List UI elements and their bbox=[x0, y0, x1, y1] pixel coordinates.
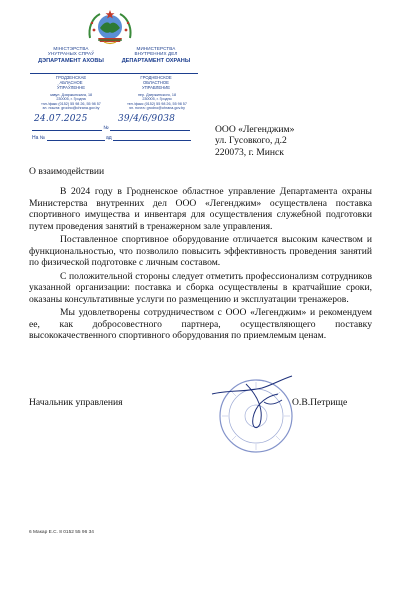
registration-date-line bbox=[32, 124, 190, 131]
address-line3-ru: тел./факс (0152) 55 98 26, 55 98 57 bbox=[127, 101, 187, 106]
registration-date: 24.07.2025 bbox=[34, 114, 88, 124]
letterhead-right bbox=[117, 47, 195, 64]
signatory-name: О.В.Петрище bbox=[292, 397, 348, 408]
regional-office-ru bbox=[117, 76, 195, 90]
address-line3-by: тэл./факс (0152) 55 98 26, 55 98 57 bbox=[41, 101, 101, 106]
address-line1-by: завул. Дзяржынскага, 18 bbox=[49, 93, 93, 97]
address-block-by bbox=[29, 93, 113, 111]
ministry-line2-by: УНУТРАНЫХ СПРАЎ bbox=[47, 50, 95, 56]
reference-label: На № bbox=[32, 135, 46, 141]
body-paragraph-1: В 2024 году в Гродненское областное управление Департамента охраны Министерства внутренних дел ООО «Легенджим» осуществлена поставка спортивного имущества и инвентаря для осуществления служебной подготовки путем проведения занятий в тренажерном зале управления. bbox=[29, 186, 372, 232]
signatory-title: Начальник управления bbox=[29, 397, 123, 408]
ministry-line2-ru: ВНУТРЕННИХ ДЕЛ bbox=[134, 50, 178, 56]
addressee-street: ул. Гусовкого, д.2 bbox=[215, 135, 287, 147]
addressee-company: ООО «Легенджим» bbox=[215, 124, 295, 135]
address-line4-by: эл. пошта: grodno@ohrana.gov.by bbox=[42, 106, 100, 111]
regional-line3-ru: УПРАВЛЕНИЕ bbox=[141, 84, 171, 90]
body-paragraph-4: Мы удовлетворены сотрудничеством с ООО «Легенджим» и рекомендуем ее, как добросовестного партнера, осуществляющего поставку высококачественного спортивного оборудования по приемлемым ценам. bbox=[29, 307, 372, 341]
address-line2-by: 230005, г. Гродна bbox=[56, 97, 86, 102]
addressee-city: 220073, г. Минск bbox=[215, 146, 284, 158]
regional-line3-by: ЎПРАЎЛЕННЕ bbox=[56, 84, 86, 90]
department-name-by: ДЭПАРТАМЕНТ АХОВЫ bbox=[38, 57, 104, 64]
letterhead-divider bbox=[30, 73, 198, 74]
state-emblem-icon bbox=[86, 8, 134, 46]
ministry-line1-ru: МИНИСТЕРСТВА bbox=[136, 46, 176, 51]
address-line2-ru: 230005, г. Гродно bbox=[142, 97, 172, 102]
letterhead-left bbox=[32, 47, 110, 64]
ministry-line1-by: МІНІСТЭРСТВА bbox=[53, 46, 89, 51]
regional-line2-by: АБЛАСНОЕ bbox=[59, 79, 83, 85]
address-block-ru bbox=[115, 93, 199, 111]
letter-body bbox=[29, 186, 372, 344]
address-line4-ru: эл. почта: grodno@ohrana.gov.by bbox=[129, 106, 185, 111]
addressee-block bbox=[215, 124, 294, 158]
executor-footer: 6 Макар Е.С. 8 0152 55 96 34 bbox=[29, 530, 94, 535]
registration-number: 39/4/6/9038 bbox=[118, 114, 176, 124]
regional-line2-ru: ОБЛАСТНОЕ bbox=[143, 79, 169, 85]
official-stamp-icon bbox=[206, 366, 298, 458]
reference-line bbox=[32, 134, 191, 141]
letter-subject: О взаимодействии bbox=[29, 166, 105, 177]
number-label: № bbox=[103, 125, 109, 131]
regional-line1-by: ГРОДЗЕНСКАЕ bbox=[55, 75, 87, 80]
regional-line1-ru: ГРОДНЕНСКОЕ bbox=[140, 75, 172, 80]
address-line1-ru: пер. Дзержинского, 18 bbox=[137, 93, 177, 97]
regional-office-by bbox=[32, 76, 110, 90]
reference-from-label: ад bbox=[105, 135, 112, 141]
department-name-ru: ДЕПАРТАМЕНТ ОХРАНЫ bbox=[121, 57, 191, 64]
body-paragraph-2: Поставленное спортивное оборудование отличается высоким качеством и функциональностью, что позволило повысить эффективность проведения занятий по физической подготовке с личным составом. bbox=[29, 234, 372, 268]
body-paragraph-3: С положительной стороны следует отметить профессионализм сотрудников указанной организации: поставка и сборка осуществлены в кратчайшие сроки, оказаны консультативные услуги по размещению и эксплуатации тренажеров. bbox=[29, 270, 372, 305]
